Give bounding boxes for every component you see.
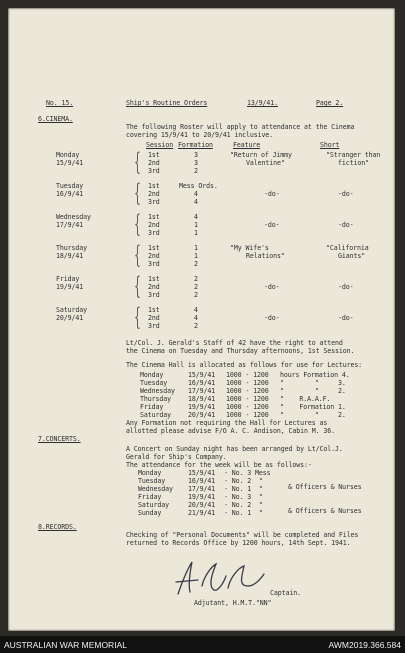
concert-date: 16/9/41	[188, 477, 216, 485]
roster-short: fiction"	[338, 159, 369, 167]
concert-date: 21/9/41	[188, 509, 216, 517]
roster-feature: -do-	[264, 190, 280, 198]
cinema-heading: 6.CINEMA.	[38, 115, 73, 123]
footer-accession: AWM2019.366.584	[328, 640, 401, 650]
signature	[168, 556, 278, 601]
brace-mark: {	[134, 272, 141, 300]
lecture-time: 1000 - 1200	[226, 403, 269, 411]
roster-session: 2nd	[148, 190, 160, 198]
lecture-date: 17/9/41	[188, 387, 216, 395]
footer-bar	[0, 636, 405, 653]
roster-session: 3rd	[148, 322, 160, 330]
roster-session: 1st	[148, 275, 160, 283]
concert-date: 20/9/41	[188, 501, 216, 509]
roster-session: 2nd	[148, 314, 160, 322]
brace-mark: {	[134, 148, 141, 176]
concert-day: Friday	[138, 493, 162, 501]
roster-feature: Valentine"	[246, 159, 285, 167]
roster-day: Thursday	[56, 244, 87, 252]
order-title: Ship's Routine Orders	[126, 99, 208, 107]
records-heading: 8.RECORDS.	[38, 523, 77, 531]
roster-session: 2nd	[148, 252, 160, 260]
roster-formation: 2	[194, 322, 198, 330]
order-number: No. 15.	[46, 99, 74, 107]
roster-formation: 2	[194, 167, 198, 175]
roster-feature: Relations"	[246, 252, 285, 260]
concert-mess: - No. 3 Mess	[224, 469, 271, 477]
order-date: 13/9/41.	[247, 99, 278, 107]
roster-formation: 4	[194, 306, 198, 314]
brace-mark: {	[134, 179, 141, 207]
lecture-date: 16/9/41	[188, 379, 216, 387]
roster-date: 16/9/41	[56, 190, 84, 198]
roster-date: 17/9/41	[56, 221, 84, 229]
lecture-day: Tuesday	[140, 379, 168, 387]
roster-short: Giants"	[338, 252, 366, 260]
staff-line1: Lt/Col. J. Gerald's Staff of 42 have the right to attend	[126, 339, 343, 347]
page-number: Page 2.	[316, 99, 344, 107]
any-formation-line2: allotted please advise F/O A. C. Andison, Cabin M. 36.	[126, 427, 335, 435]
roster-short: -do-	[338, 283, 354, 291]
concert-day: Monday	[138, 469, 162, 477]
roster-formation: 1	[194, 244, 198, 252]
lecture-day: Monday	[140, 371, 164, 379]
lecture-day: Saturday	[140, 411, 171, 419]
roster-formation: 1	[194, 221, 198, 229]
roster-formation: Mess Ords.	[179, 182, 218, 190]
concert-day: Wednesday	[138, 485, 173, 493]
concerts-line2: Gerald for Ship's Company.	[126, 453, 227, 461]
brace-mark: {	[134, 303, 141, 331]
roster-formation: 2	[194, 275, 198, 283]
concert-day: Saturday	[138, 501, 169, 509]
roster-session: 1st	[148, 244, 160, 252]
lecture-unit: " " 3.	[280, 379, 346, 387]
roster-session: 1st	[148, 306, 160, 314]
lecture-unit: hours Formation 4.	[280, 371, 350, 379]
brace-mark: {	[134, 210, 141, 238]
concert-date: 19/9/41	[188, 493, 216, 501]
roster-session: 1st	[148, 182, 160, 190]
lecture-unit: " R.A.A.F.	[280, 395, 331, 403]
lecture-date: 19/9/41	[188, 403, 216, 411]
concerts-line3: The attendance for the week will be as follows:-	[126, 461, 312, 469]
roster-formation: 2	[194, 283, 198, 291]
brace-mark: {	[134, 241, 141, 269]
lecture-unit: " " 2.	[280, 411, 346, 419]
staff-line2: the Cinema on Tuesday and Thursday afternoons, 1st Session.	[126, 347, 355, 355]
roster-short: -do-	[338, 190, 354, 198]
concert-mess: - No. 1 "	[224, 509, 263, 517]
records-line2: returned to Records Office by 1200 hours, 14th Sept. 1941.	[126, 539, 351, 547]
cinema-intro-line1: The following Roster will apply to attendance at the Cinema	[126, 123, 355, 131]
lecture-time: 1000 - 1200	[226, 387, 269, 395]
roster-formation: 4	[194, 213, 198, 221]
officers-nurses-2: & Officers & Nurses	[288, 507, 362, 515]
roster-formation: 2	[194, 291, 198, 299]
captain-label: Captain.	[270, 589, 301, 597]
concerts-line1: A Concert on Sunday night has been arranged by Lt/Col.J.	[126, 445, 343, 453]
lecture-unit: " " 2.	[280, 387, 346, 395]
roster-day: Tuesday	[56, 182, 84, 190]
any-formation-line1: Any Formation not requiring the Hall for Lectures as	[126, 419, 328, 427]
roster-session: 3rd	[148, 167, 160, 175]
footer-source: AUSTRALIAN WAR MEMORIAL	[4, 640, 127, 650]
roster-short: -do-	[338, 221, 354, 229]
roster-session: 3rd	[148, 229, 160, 237]
lecture-time: 1000 - 1200	[226, 379, 269, 387]
document-page	[8, 8, 395, 631]
concert-mess: - No. 2 "	[224, 477, 263, 485]
roster-date: 18/9/41	[56, 252, 84, 260]
column-feature: Feature	[233, 141, 261, 149]
roster-formation: 3	[194, 151, 198, 159]
records-line1: Checking of "Personal Documents" will be completed and Files	[126, 531, 359, 539]
concert-mess: - No. 1 "	[224, 485, 263, 493]
lecture-day: Friday	[140, 403, 164, 411]
concert-mess: - No. 3 "	[224, 493, 263, 501]
roster-session: 2nd	[148, 283, 160, 291]
concerts-heading: 7.CONCERTS.	[38, 435, 81, 443]
column-session: Session	[146, 141, 174, 149]
roster-session: 3rd	[148, 291, 160, 299]
concert-day: Tuesday	[138, 477, 166, 485]
roster-formation: 1	[194, 252, 198, 260]
lecture-day: Thursday	[140, 395, 171, 403]
roster-day: Saturday	[56, 306, 87, 314]
column-short: Short	[320, 141, 340, 149]
roster-day: Monday	[56, 151, 80, 159]
lecture-date: 15/9/41	[188, 371, 216, 379]
officers-nurses-1: & Officers & Nurses	[288, 483, 362, 491]
roster-session: 2nd	[148, 159, 160, 167]
roster-session: 2nd	[148, 221, 160, 229]
roster-formation: 4	[194, 198, 198, 206]
cinema-intro-line2: covering 15/9/41 to 20/9/41 inclusive.	[126, 131, 274, 139]
adjutant-label: Adjutant, H.M.T."NN"	[194, 599, 272, 607]
roster-session: 3rd	[148, 260, 160, 268]
roster-formation: 4	[194, 190, 198, 198]
roster-formation: 2	[194, 260, 198, 268]
lecture-date: 18/9/41	[188, 395, 216, 403]
roster-short: "California	[326, 244, 369, 252]
concert-mess: - No. 2 "	[224, 501, 263, 509]
roster-formation: 3	[194, 159, 198, 167]
column-formation: Formation	[178, 141, 213, 149]
roster-formation: 1	[194, 229, 198, 237]
hall-allocation: The Cinema Hall is allocated as follows for use for Lectures:	[126, 361, 363, 369]
roster-feature: -do-	[264, 314, 280, 322]
lecture-time: 1000 - 1200	[226, 395, 269, 403]
concert-date: 17/9/41	[188, 485, 216, 493]
roster-day: Friday	[56, 275, 80, 283]
roster-formation: 4	[194, 314, 198, 322]
roster-feature: "Return of Jimmy	[230, 151, 292, 159]
roster-date: 19/9/41	[56, 283, 84, 291]
roster-feature: -do-	[264, 221, 280, 229]
lecture-time: 1000 - 1200	[226, 411, 269, 419]
roster-session: 3rd	[148, 198, 160, 206]
roster-feature: -do-	[264, 283, 280, 291]
roster-day: Wednesday	[56, 213, 91, 221]
roster-date: 15/9/41	[56, 159, 84, 167]
concert-day: Sunday	[138, 509, 162, 517]
roster-feature: "My Wife's	[230, 244, 269, 252]
lecture-time: 1000 - 1200	[226, 371, 269, 379]
lecture-day: Wednesday	[140, 387, 175, 395]
lecture-date: 20/9/41	[188, 411, 216, 419]
roster-date: 20/9/41	[56, 314, 84, 322]
roster-short: -do-	[338, 314, 354, 322]
roster-short: "Stranger than	[326, 151, 381, 159]
roster-session: 1st	[148, 151, 160, 159]
roster-session: 1st	[148, 213, 160, 221]
concert-date: 15/9/41	[188, 469, 216, 477]
lecture-unit: " Formation 1.	[280, 403, 346, 411]
